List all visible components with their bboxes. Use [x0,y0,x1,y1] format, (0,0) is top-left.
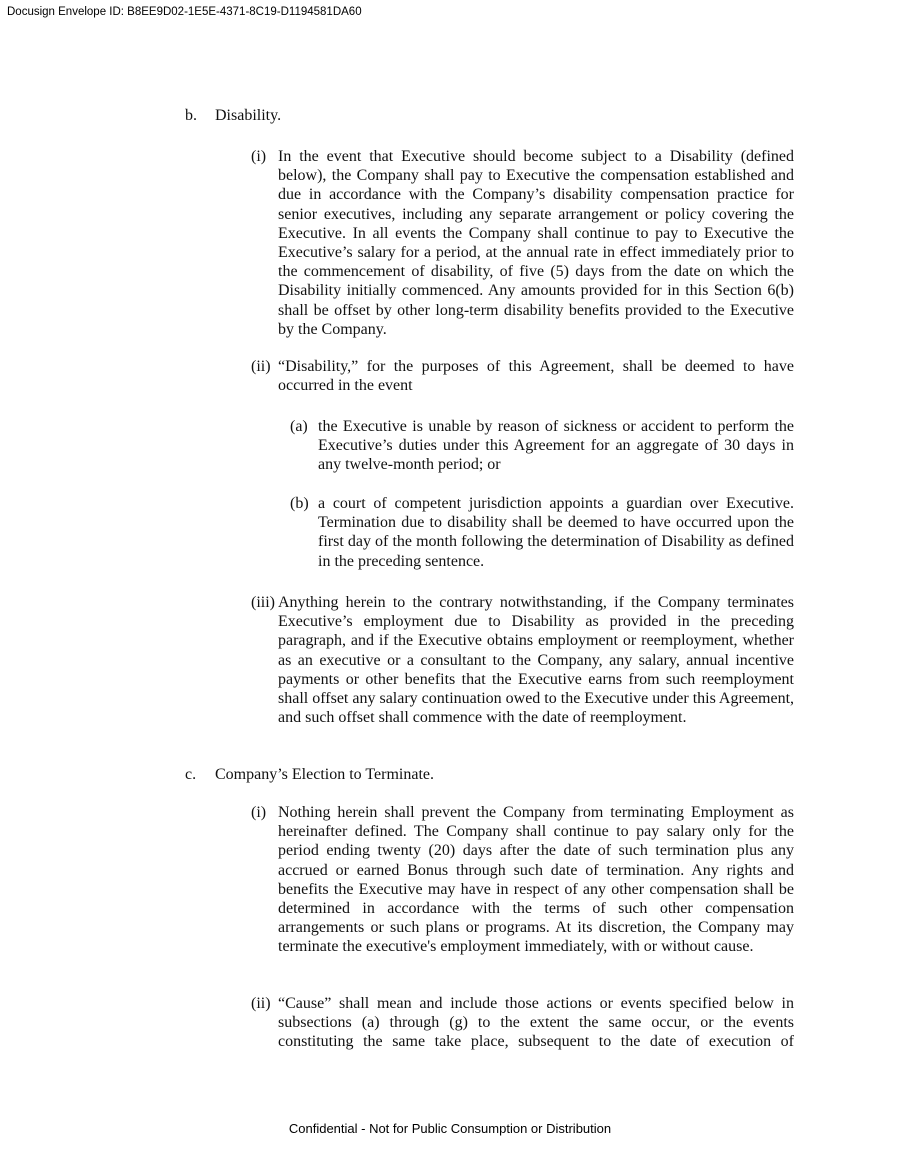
section-c-label: c. [185,766,197,783]
paragraph-b-i [251,147,794,339]
paragraph-c-ii [251,994,794,1052]
item-number: (i) [251,148,267,165]
paragraph-text: Anything herein to the contrary notwithstanding, if the Company terminates Executive’s employment due to Disability as provided in the preceding paragraph, and if the Executive obtains employment or reemployment, whether as an executive or a consultant to the Company, any salary, annual incentive payments or other benefits that the Executive earns from such reemployment shall offset any salary continuation owed to the Executive under this Agreement, and such offset shall commence with the date of reemployment. [278,594,795,727]
paragraph-text: “Cause” shall mean and include those actions or events specified below in subsections (a) through (g) to the extent the same occur, or the events constituting the same take place, subsequent to the date of execution of [278,995,794,1051]
envelope-id: Docusign Envelope ID: B8EE9D02-1E5E-4371-8C19-D1194581DA60 [7,6,362,18]
section-b-heading [185,106,281,125]
paragraph-c-i [251,803,794,957]
item-number: (ii) [251,358,271,375]
paragraph-b-ii [251,357,794,395]
confidential-footer: Confidential - Not for Public Consumption or Distribution [288,1121,612,1136]
subparagraph-b-ii-a [290,417,794,475]
paragraph-text: Nothing herein shall prevent the Company from terminating Employment as hereinafter defined. The Company shall continue to pay salary only for the period ending twenty (20) days after the date of such termination plus any accrued or earned Bonus through such date of termination. Any rights and benefits the Executive may have in respect of any other compensation shall be determined in accordance with the terms of such other compensation arrangements or such plans or programs. At its discretion, the Company may terminate the executive's employment immediately, with or without cause. [278,804,794,956]
section-b-title: Disability. [215,107,282,124]
paragraph-b-iii [251,593,794,727]
item-number: (iii) [251,594,275,611]
paragraph-text: a court of competent jurisdiction appoints a guardian over Executive. Termination due to disability shall be deemed to have occurred upon the first day of the month following the determination of Disability as defined in the preceding sentence. [318,495,794,570]
paragraph-text: In the event that Executive should become subject to a Disability (defined below), the Company shall pay to Executive the compensation established and due in accordance with the Company’s disability compensation practice for senior executives, including any separate arrangement or policy covering the Executive. In all events the Company shall continue to pay to Executive the Executive’s salary for a period, at the annual rate in effect immediately prior to the commencement of disability, of five (5) days from the date on which the Disability initially commenced. Any amounts provided for in this Section 6(b) shall be offset by other long-term disability benefits provided to the Executive by the Company. [278,148,794,338]
item-number: (i) [251,804,267,821]
section-c-heading [185,765,434,784]
item-number: (a) [290,418,308,435]
paragraph-text: “Disability,” for the purposes of this Agreement, shall be deemed to have occurred in the event [278,358,794,395]
item-number: (ii) [251,995,271,1012]
subparagraph-b-ii-b [290,494,794,571]
item-number: (b) [290,495,309,512]
section-b-label: b. [185,107,197,124]
paragraph-text: the Executive is unable by reason of sickness or accident to perform the Executive’s duties under this Agreement for an aggregate of 30 days in any twelve-month period; or [318,418,794,474]
section-c-title: Company’s Election to Terminate. [215,766,434,783]
